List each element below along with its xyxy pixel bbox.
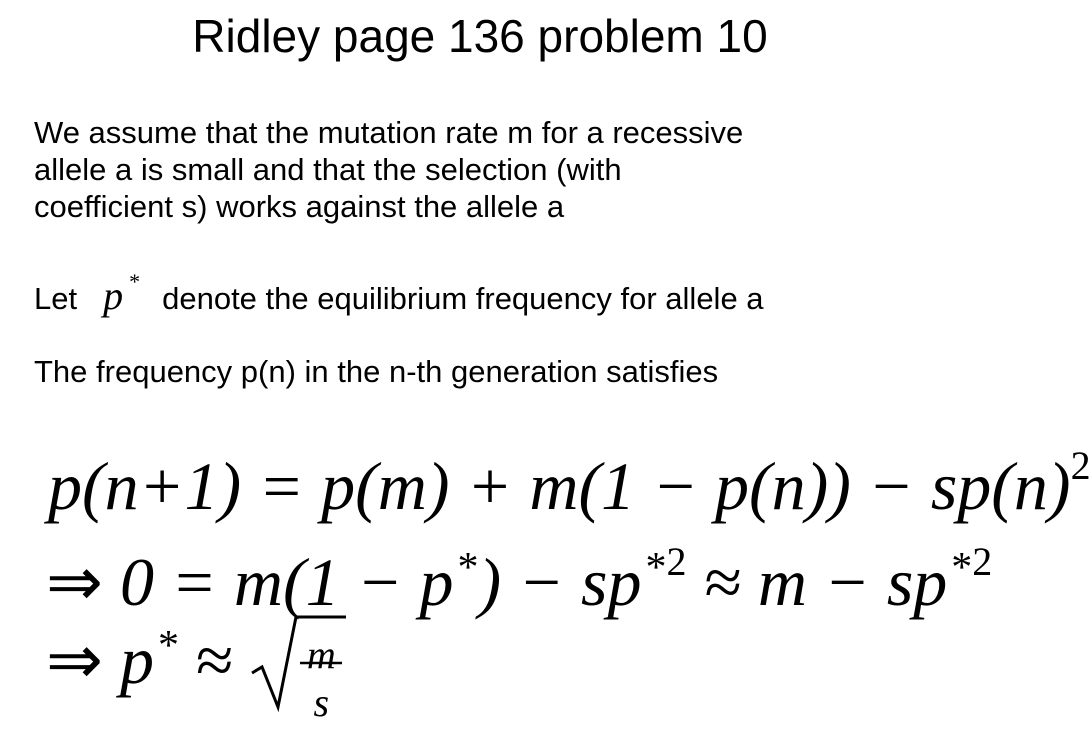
eq1-lhs: p(n+1) <box>48 448 242 524</box>
let-statement <box>34 262 764 319</box>
eq2-power-c: 2 <box>972 539 993 584</box>
eq3-p: p <box>102 622 154 698</box>
paragraph-line-2: allele a is small and that the selection (with <box>34 152 622 187</box>
implies-arrow-1: ⇒ <box>46 544 103 620</box>
eq1-power: 2 <box>1070 443 1091 488</box>
slide-title: Ridley page 136 problem 10 <box>192 10 768 62</box>
fraction-denominator: s <box>313 680 330 725</box>
assumption-paragraph <box>34 114 934 225</box>
eq2-part-a: 0 = m(1 − p <box>102 544 454 620</box>
p-star-symbol <box>103 262 140 316</box>
eq3-star: * <box>157 623 179 669</box>
eq2-star-c: * <box>951 545 973 591</box>
eq2-star-a: * <box>457 545 479 591</box>
p-symbol: p <box>103 273 124 318</box>
eq1-rhs: = p(m) + m(1 − p(n)) − sp(n) <box>241 448 1071 524</box>
square-root <box>250 615 346 725</box>
eq2-power-b: 2 <box>666 539 687 584</box>
solution-equation <box>46 606 346 725</box>
approx-sign: ≈ <box>178 622 251 698</box>
fraction-numerator: m <box>306 632 336 677</box>
star-superscript: * <box>129 269 141 294</box>
paragraph-line-3: coefficient s) works against the allele a <box>34 189 565 224</box>
paragraph-line-1: We assume that the mutation rate m for a recessive <box>34 115 744 150</box>
eq2-star-b: * <box>645 545 667 591</box>
implies-arrow-2: ⇒ <box>46 622 103 698</box>
eq2-part-c: ≈ m − sp <box>686 544 948 620</box>
let-suffix: denote the equilibrium frequency for allele a <box>162 281 764 316</box>
let-prefix: Let <box>34 281 78 316</box>
frequency-statement: The frequency p(n) in the n-th generation satisfies <box>34 354 719 389</box>
eq2-part-b: ) − sp <box>478 544 642 620</box>
recurrence-equation <box>48 426 1091 526</box>
